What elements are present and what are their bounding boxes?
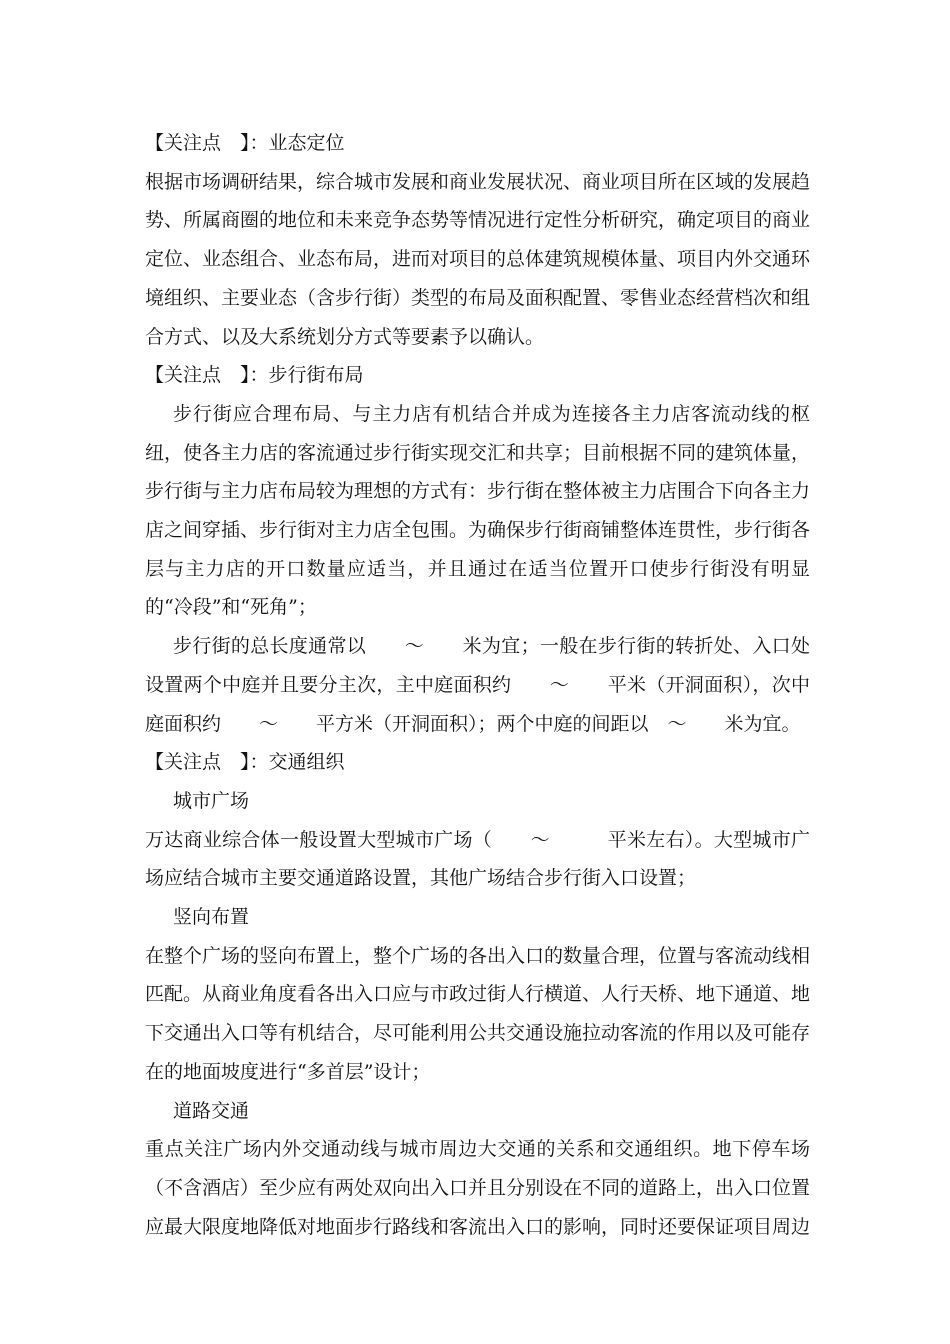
paragraph-business-positioning: 根据市场调研结果，综合城市发展和商业发展状况、商业项目所在区域的发展趋势、所属商圈的地位和未来竞争态势等情况进行定性分析研究，确定项目的商业定位、业态组合、业态布局，进而对项目的总体建筑规模体量、项目内外交通环境组织、主要业态（含步行街）类型的布局及面积配置、零售业态经营档次和组合方式、以及大系统划分方式等要素予以确认。	[145, 170, 811, 348]
paragraph-vertical-layout: 在整个广场的竖向布置上，整个广场的各出入口的数量合理，位置与客流动线相匹配。从商业角度看各出入口应与市政过街人行横道、人行天桥、地下通道、地下交通出入口等有机结合，尽可能利用公共交通设施拉动客流的作用以及可能存在的地面坡度进行“多首层”设计；	[145, 944, 811, 1083]
paragraph-city-plaza: 万达商业综合体一般设置大型城市广场（ ～ 平米左右）。大型城市广场应结合城市主要交通道路设置，其他广场结合步行街入口设置；	[145, 828, 810, 890]
section-heading-pedestrian-street-layout: 【关注点 】：步行街布局	[145, 364, 364, 387]
paragraph-pedestrian-street-layout: 步行街应合理布局、与主力店有机结合并成为连接各主力店客流动线的枢纽，使各主力店的客流通过步行街实现交汇和共享；目前根据不同的建筑体量，步行街与主力店布局较为理想的方式有：步行街在整体被主力店围合下向各主力店之间穿插、步行街对主力店全包围。为确保步行街商铺整体连贯性，步行街各层与主力店的开口数量应适当，并且通过在适当位置开口使步行街没有明显的“冷段”和“死角”；	[145, 402, 811, 619]
paragraph-pedestrian-street-length: 步行街的总长度通常以 ～ 米为宜；一般在步行街的转折处、入口处设置两个中庭并且要分主次，主中庭面积约 ～ 平米（开洞面积），次中庭面积约 ～ 平方米（开洞面积）；两个中庭的间距以 ～ 米为宜。	[145, 635, 810, 735]
subheading-vertical-layout: 竖向布置	[173, 906, 250, 929]
subheading-city-plaza: 城市广场	[173, 789, 250, 812]
paragraph-road-traffic: 重点关注广场内外交通动线与城市周边大交通的关系和交通组织。地下停车场（不含酒店）至少应有两处双向出入口并且分别设在不同的道路上，出入口位置应最大限度地降低对地面步行路线和客流出入口的影响，同时还要保证项目周边	[145, 1138, 811, 1238]
document-body	[145, 124, 810, 1246]
section-heading-traffic-organization: 【关注点 】：交通组织	[145, 751, 345, 774]
section-heading-business-positioning: 【关注点 】：业态定位	[145, 132, 345, 154]
subheading-road-traffic: 道路交通	[173, 1099, 250, 1122]
